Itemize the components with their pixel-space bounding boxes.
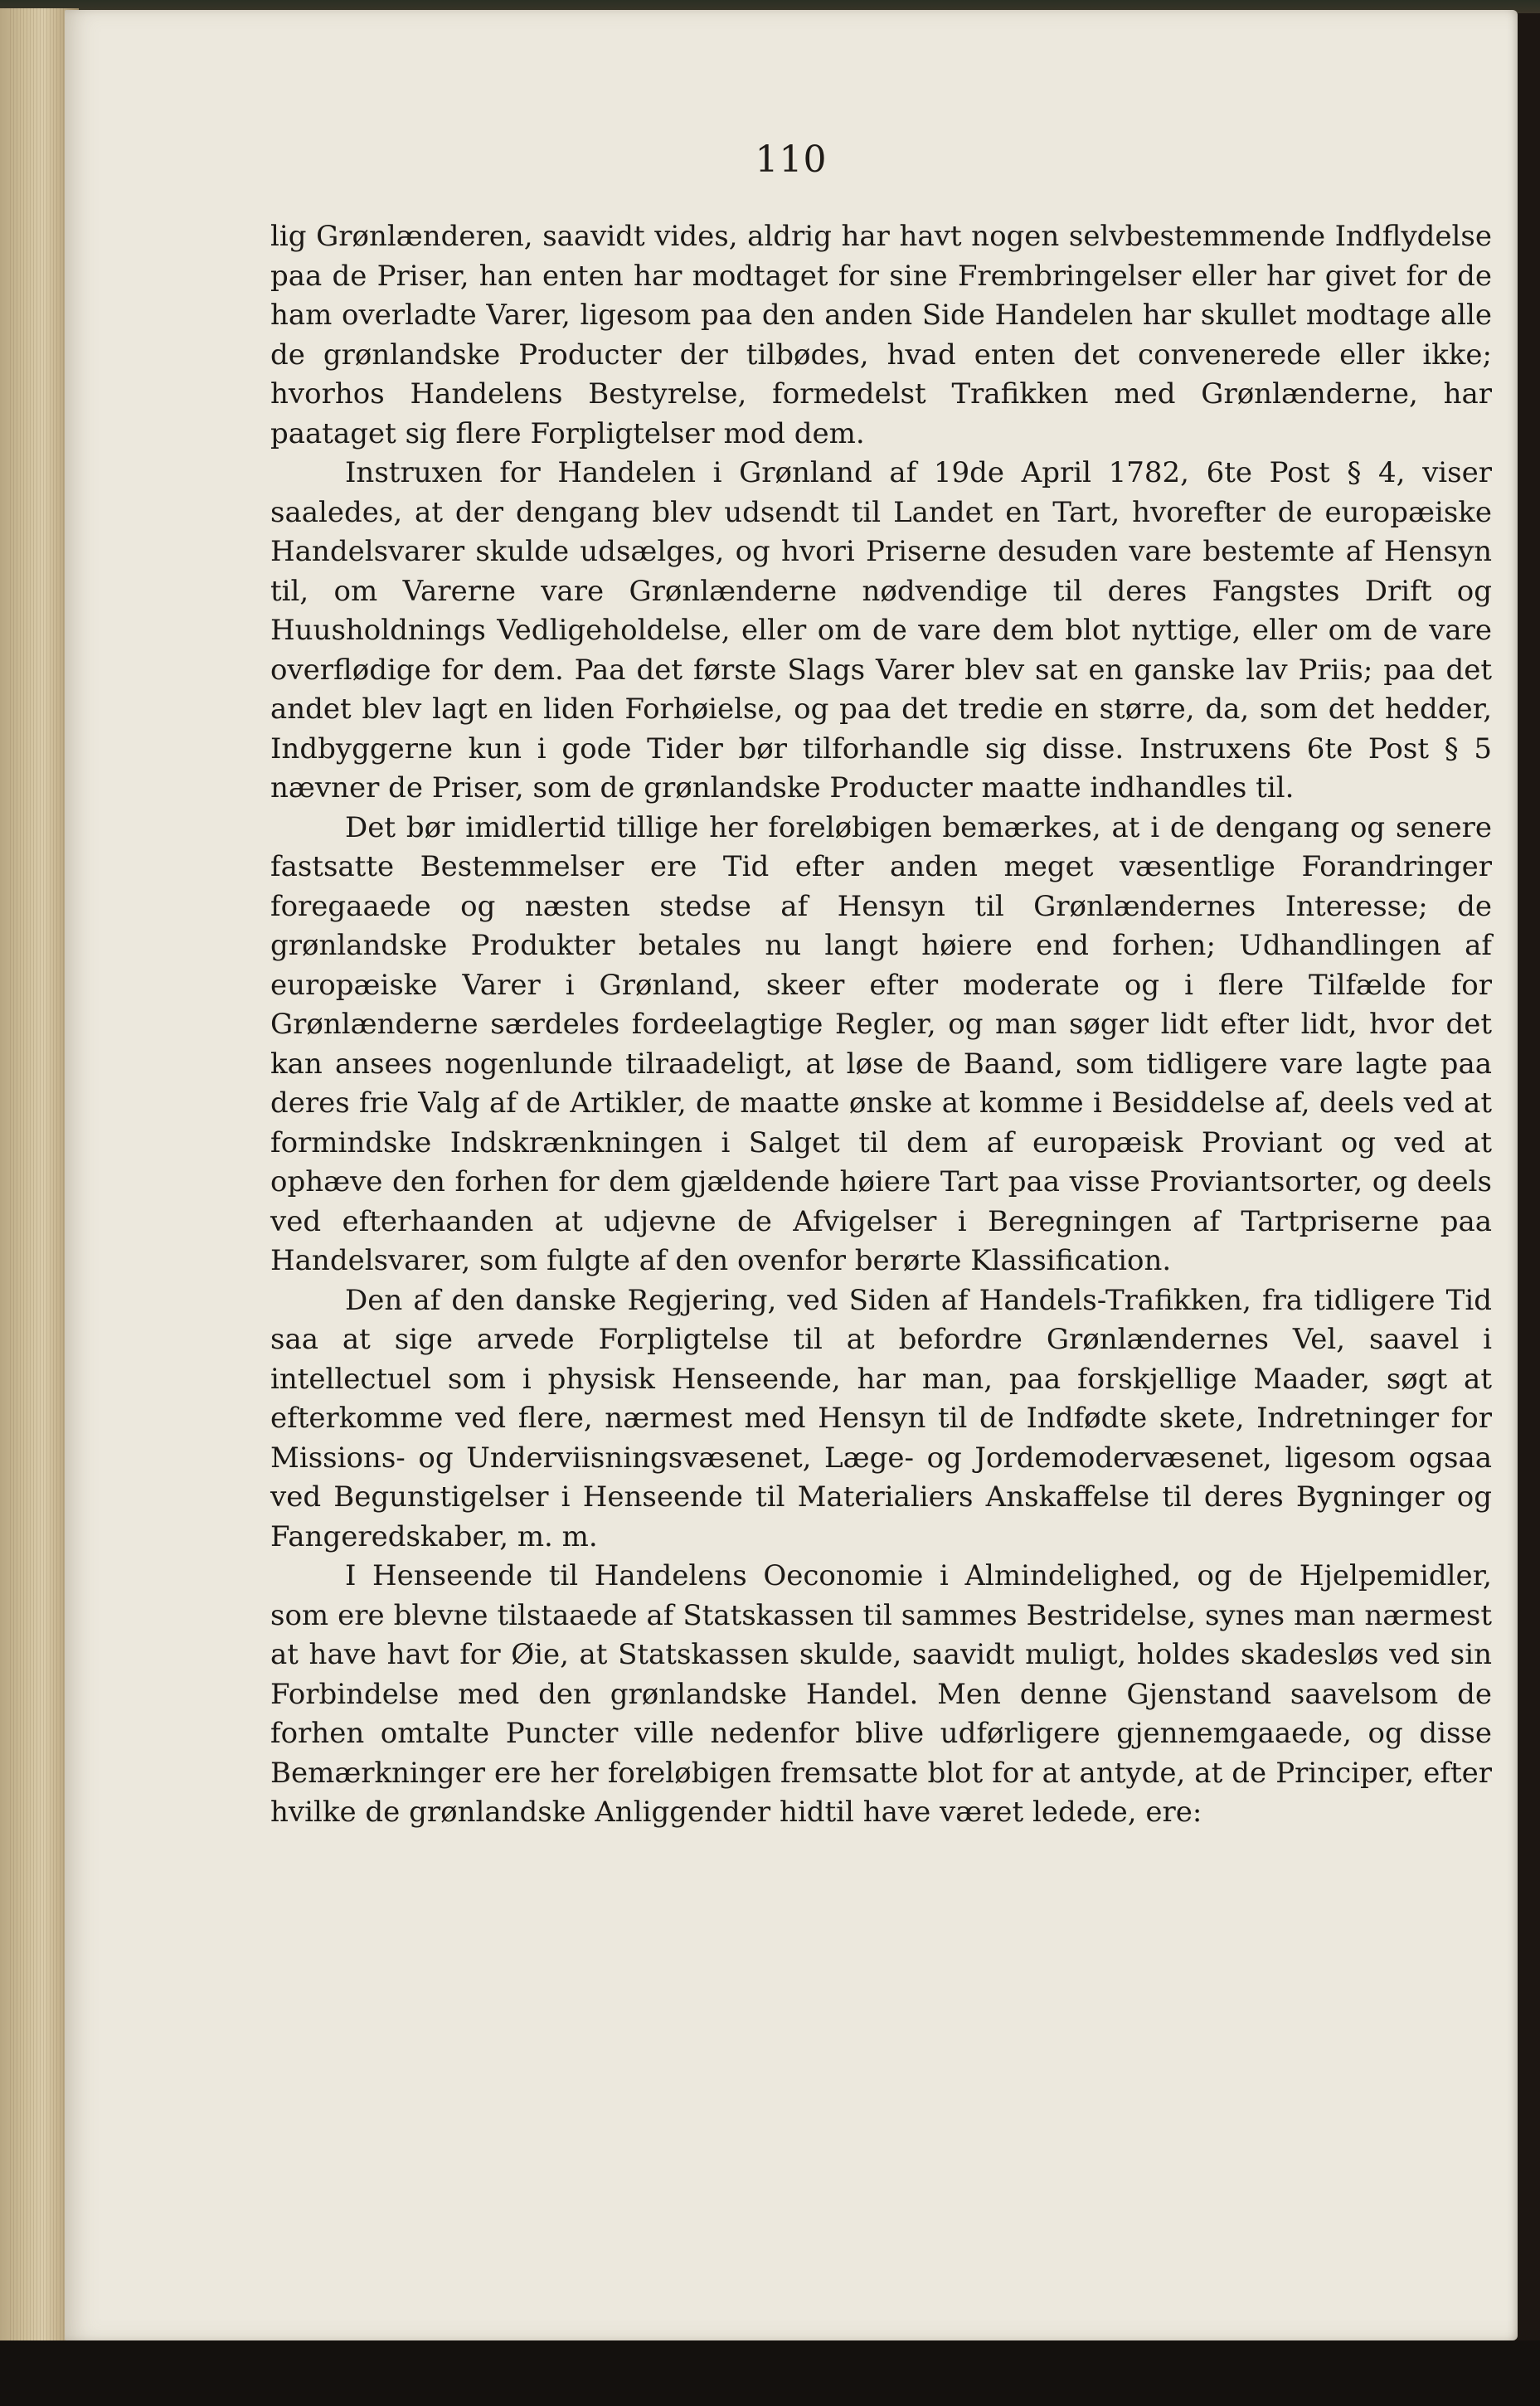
paragraph-5: I Henseende til Handelens Oeconomie i Almindelighed, og de Hjelpemidler, som ere blevne tilstaaede af Statskassen til sammes Bestridelse, synes man nærmest at have havt for Øie, at Statskassen skulde, saavidt muligt, holdes skadesløs ved sin Forbindelse med den grønlandske Handel. Men denne Gjenstand saavelsom de forhen omtalte Puncter ville nedenfor blive udførligere gjennemgaaede, og disse Bemærkninger ere her foreløbigen fremsatte blot for at antyde, at de Principer, efter hvilke de grønlandske Anliggender hidtil have været ledede, ere: bbox=[270, 1559, 1492, 1829]
book-page bbox=[65, 10, 1518, 2340]
paragraph-2: Instruxen for Handelen i Grønland af 19de April 1782, 6te Post § 4, viser saaledes, at der dengang blev udsendt til Landet en Tart, hvorefter de europæiske Handelsvarer skulde udsælges, og hvori Priserne desuden vare bestemte af Hensyn til, om Varerne vare Grønlænderne nødvendige til deres Fangstes Drift og Huusholdnings Vedligeholdelse, eller om de vare dem blot nyttige, eller om de vare overflødige for dem. Paa det første Slags Varer blev sat en ganske lav Priis; paa det andet blev lagt en liden Forhøielse, og paa det tredie en større, da, som det hedder, Indbyggerne kun i gode Tider bør tilforhandle sig disse. Instruxens 6te Post § 5 nævner de Priser, som de grønlandske Producter maatte indhandles til. bbox=[270, 456, 1492, 804]
page-number: 110 bbox=[755, 139, 828, 181]
paragraph-3: Det bør imidlertid tillige her foreløbigen bemærkes, at i de dengang og senere fastsatte Bestemmelser ere Tid efter anden meget væsentlige Forandringer foregaaede og næsten stedse af Hensyn til Grønlændernes Interesse; de grønlandske Produkter betales nu langt høiere end forhen; Udhandlingen af europæiske Varer i Grønland, skeer efter moderate og i flere Tilfælde for Grønlænderne særdeles fordeelagtige Regler, og man søger lidt efter lidt, hvor det kan ansees nogenlunde tilraadeligt, at løse de Baand, som tidligere vare lagte paa deres frie Valg af de Artikler, de maatte ønske at komme i Besiddelse af, deels ved at formindske Indskrænkningen i Salget til dem af europæisk Proviant og ved at ophæve den forhen for dem gjældende høiere Tart paa visse Proviantsorter, og deels ved efterhaanden at udjevne de Afvigelser i Beregningen af Tartpriserne paa Handelsvarer, som fulgte af den ovenfor berørte Klassification. bbox=[270, 810, 1492, 1277]
page-body-text bbox=[270, 217, 1492, 1833]
scan-bottom-border bbox=[0, 2340, 1540, 2406]
paragraph-1: lig Grønlænderen, saavidt vides, aldrig har havt nogen selvbestemmende Indflydelse paa de Priser, han enten har modtaget for sine Frembringelser eller har givet for de ham overladte Varer, ligesom paa den anden Side Handelen har skullet modtage alle de grønlandske Producter der tilbødes, hvad enten det convenerede eller ikke; hvorhos Handelens Bestyrelse, formedelst Trafikken med Grønlænderne, har paataget sig flere Forpligtelser mod dem. bbox=[270, 220, 1492, 450]
paragraph-4: Den af den danske Regjering, ved Siden af Handels-Trafikken, fra tidligere Tid saa at sige arvede Forpligtelse til at befordre Grønlændernes Vel, saavel i intellectuel som i physisk Henseende, har man, paa forskjellige Maader, søgt at efterkomme ved flere, nærmest med Hensyn til de Indfødte skete, Indretninger for Missions- og Underviisningsvæsenet, Læge- og Jordemodervæsenet, ligesom ogsaa ved Begunstigelser i Henseende til Materialiers Anskaffelse til deres Bygninger og Fangeredskaber, m. m. bbox=[270, 1283, 1492, 1553]
